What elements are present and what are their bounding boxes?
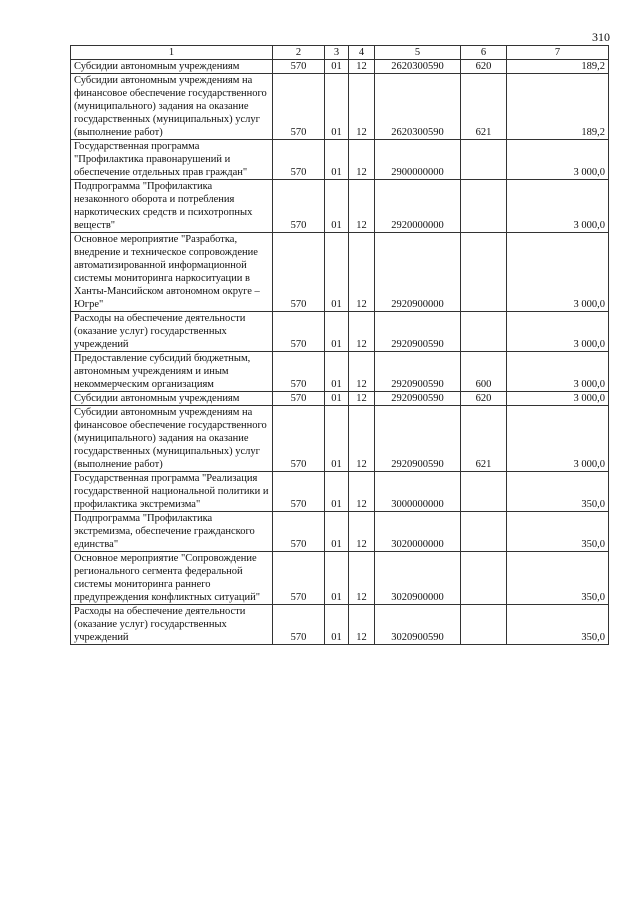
row-code-2: 570 <box>273 74 325 140</box>
column-header: 1 <box>71 46 273 60</box>
row-code-2: 570 <box>273 233 325 312</box>
table-row <box>71 74 609 140</box>
column-header: 6 <box>461 46 507 60</box>
row-code-3: 01 <box>325 312 349 352</box>
row-code-4: 12 <box>349 60 375 74</box>
row-code-3: 01 <box>325 352 349 392</box>
row-code-5: 2920900590 <box>375 406 461 472</box>
row-code-5: 2920900590 <box>375 392 461 406</box>
row-code-3: 01 <box>325 60 349 74</box>
row-code-5: 2920900000 <box>375 233 461 312</box>
row-name: Расходы на обеспечение деятельности (оказание услуг) государственных учреждений <box>71 312 273 352</box>
row-code-2: 570 <box>273 352 325 392</box>
row-code-6 <box>461 472 507 512</box>
row-code-6: 620 <box>461 392 507 406</box>
row-code-2: 570 <box>273 406 325 472</box>
table-row <box>71 312 609 352</box>
row-amount: 3 000,0 <box>507 352 609 392</box>
row-code-2: 570 <box>273 140 325 180</box>
table-row <box>71 552 609 605</box>
row-code-4: 12 <box>349 512 375 552</box>
row-code-5: 2900000000 <box>375 140 461 180</box>
row-code-3: 01 <box>325 406 349 472</box>
row-code-6 <box>461 312 507 352</box>
row-amount: 3 000,0 <box>507 406 609 472</box>
page-number: 310 <box>592 30 610 44</box>
row-code-4: 12 <box>349 552 375 605</box>
row-code-4: 12 <box>349 392 375 406</box>
row-code-5: 3020900590 <box>375 605 461 645</box>
table-row <box>71 140 609 180</box>
row-code-5: 2620300590 <box>375 60 461 74</box>
row-name: Основное мероприятие "Сопровождение регионального сегмента федеральной системы мониторинга раннего предупреждения конфликтных ситуаций" <box>71 552 273 605</box>
row-code-2: 570 <box>273 472 325 512</box>
row-code-6 <box>461 512 507 552</box>
row-code-6 <box>461 605 507 645</box>
row-name: Субсидии автономным учреждениям на финансовое обеспечение государственного (муниципального) задания на оказание государственных (муниципальных) услуг (выполнение работ) <box>71 406 273 472</box>
column-header: 5 <box>375 46 461 60</box>
row-code-3: 01 <box>325 74 349 140</box>
table-row <box>71 233 609 312</box>
row-code-4: 12 <box>349 180 375 233</box>
row-name: Государственная программа "Реализация государственной национальной политики и профилактика экстремизма" <box>71 472 273 512</box>
row-code-2: 570 <box>273 552 325 605</box>
row-name: Подпрограмма "Профилактика экстремизма, обеспечение гражданского единства" <box>71 512 273 552</box>
budget-table <box>70 45 609 645</box>
table-row <box>71 472 609 512</box>
row-amount: 3 000,0 <box>507 312 609 352</box>
row-code-6: 621 <box>461 74 507 140</box>
column-header: 4 <box>349 46 375 60</box>
row-amount: 3 000,0 <box>507 180 609 233</box>
row-code-6: 621 <box>461 406 507 472</box>
row-name: Субсидии автономным учреждениям <box>71 392 273 406</box>
row-code-6: 600 <box>461 352 507 392</box>
row-code-2: 570 <box>273 312 325 352</box>
column-header: 7 <box>507 46 609 60</box>
row-code-4: 12 <box>349 605 375 645</box>
table-row <box>71 392 609 406</box>
row-code-2: 570 <box>273 180 325 233</box>
row-code-6: 620 <box>461 60 507 74</box>
row-code-6 <box>461 180 507 233</box>
row-code-5: 2920000000 <box>375 180 461 233</box>
row-code-4: 12 <box>349 140 375 180</box>
row-code-3: 01 <box>325 233 349 312</box>
row-code-3: 01 <box>325 392 349 406</box>
table-row <box>71 605 609 645</box>
row-name: Предоставление субсидий бюджетным, автономным учреждениям и иным некоммерческим организациям <box>71 352 273 392</box>
row-name: Подпрограмма "Профилактика незаконного оборота и потребления наркотических средств и психотропных веществ" <box>71 180 273 233</box>
row-amount: 3 000,0 <box>507 233 609 312</box>
row-code-6 <box>461 552 507 605</box>
row-code-5: 2920900590 <box>375 352 461 392</box>
row-amount: 350,0 <box>507 552 609 605</box>
row-name: Основное мероприятие "Разработка, внедрение и техническое сопровождение автоматизированной информационной системы мониторинга наркоситуации в Ханты-Мансийском автономном округе – Югре" <box>71 233 273 312</box>
table-row <box>71 512 609 552</box>
row-amount: 350,0 <box>507 472 609 512</box>
row-code-3: 01 <box>325 180 349 233</box>
row-code-6 <box>461 140 507 180</box>
row-code-4: 12 <box>349 312 375 352</box>
row-amount: 350,0 <box>507 512 609 552</box>
row-name: Субсидии автономным учреждениям <box>71 60 273 74</box>
table-row <box>71 352 609 392</box>
row-code-5: 3020900000 <box>375 552 461 605</box>
table-row <box>71 406 609 472</box>
row-code-3: 01 <box>325 552 349 605</box>
row-amount: 350,0 <box>507 605 609 645</box>
row-code-5: 3020000000 <box>375 512 461 552</box>
row-code-6 <box>461 233 507 312</box>
row-code-2: 570 <box>273 512 325 552</box>
row-code-3: 01 <box>325 472 349 512</box>
row-code-2: 570 <box>273 605 325 645</box>
row-code-4: 12 <box>349 233 375 312</box>
row-code-5: 3000000000 <box>375 472 461 512</box>
row-code-3: 01 <box>325 140 349 180</box>
row-amount: 189,2 <box>507 74 609 140</box>
row-amount: 189,2 <box>507 60 609 74</box>
row-code-2: 570 <box>273 392 325 406</box>
row-code-4: 12 <box>349 406 375 472</box>
row-code-3: 01 <box>325 605 349 645</box>
row-code-3: 01 <box>325 512 349 552</box>
row-code-2: 570 <box>273 60 325 74</box>
row-name: Государственная программа "Профилактика правонарушений и обеспечение отдельных прав граждан" <box>71 140 273 180</box>
row-name: Расходы на обеспечение деятельности (оказание услуг) государственных учреждений <box>71 605 273 645</box>
table-row <box>71 180 609 233</box>
row-code-4: 12 <box>349 472 375 512</box>
column-header: 3 <box>325 46 349 60</box>
row-amount: 3 000,0 <box>507 140 609 180</box>
row-code-5: 2620300590 <box>375 74 461 140</box>
row-code-5: 2920900590 <box>375 312 461 352</box>
row-name: Субсидии автономным учреждениям на финансовое обеспечение государственного (муниципального) задания на оказание государственных (муниципальных) услуг (выполнение работ) <box>71 74 273 140</box>
row-code-4: 12 <box>349 352 375 392</box>
table-row <box>71 60 609 74</box>
row-code-4: 12 <box>349 74 375 140</box>
row-amount: 3 000,0 <box>507 392 609 406</box>
column-number-row <box>71 46 609 60</box>
column-header: 2 <box>273 46 325 60</box>
